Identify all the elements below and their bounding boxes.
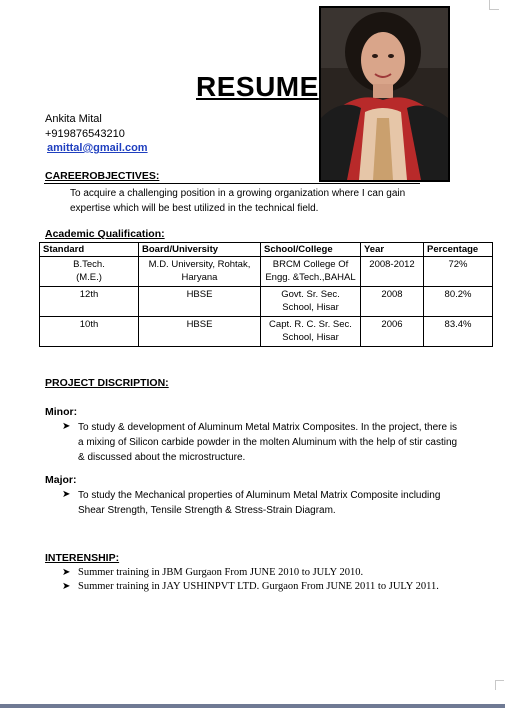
arrow-bullet-icon: ➤ — [62, 489, 71, 500]
table-row — [40, 257, 493, 287]
academic-heading: Academic Qualification: — [45, 228, 165, 240]
page-corner-mark — [489, 0, 499, 10]
table-body — [40, 257, 493, 347]
major-description — [78, 488, 440, 518]
arrow-bullet-icon: ➤ — [62, 581, 71, 592]
major-label: Major: — [45, 474, 77, 486]
list-item — [62, 566, 439, 580]
table-cell: BRCM College Of Engg. &Tech.,BAHAL — [261, 257, 361, 287]
table-row — [40, 317, 493, 347]
table-header-row — [40, 243, 493, 257]
internship-item-text: Summer training in JAY USHINPVT LTD. Gurgaon From JUNE 2011 to JULY 2011. — [78, 581, 439, 592]
internship-list — [62, 566, 439, 594]
table-cell: 12th — [40, 287, 139, 317]
column-header: School/College — [261, 243, 361, 257]
arrow-bullet-icon: ➤ — [62, 421, 71, 432]
table-cell: HBSE — [139, 287, 261, 317]
major-line: To study the Mechanical properties of Aluminum Metal Matrix Composite including — [78, 490, 441, 501]
objective-text — [70, 186, 405, 216]
minor-line: & discussed about the microstructure. — [78, 452, 246, 463]
minor-description — [78, 420, 457, 465]
contact-block — [45, 112, 148, 156]
phone-number: +919876543210 — [45, 127, 125, 140]
minor-line: To study & development of Aluminum Metal Matrix Composites. In the project, there is — [78, 422, 458, 433]
table-cell: HBSE — [139, 317, 261, 347]
list-item — [62, 580, 439, 594]
table-cell: 2008-2012 — [361, 257, 424, 287]
table-cell: M.D. University, Rohtak, Haryana — [139, 257, 261, 287]
column-header: Year — [361, 243, 424, 257]
qualification-table — [39, 242, 493, 347]
minor-line: a mixing of Silicon carbide powder in the molten Aluminum with the help of stir casting — [78, 437, 458, 448]
column-header: Board/University — [139, 243, 261, 257]
page-corner-mark — [495, 680, 504, 690]
table-cell: 10th — [40, 317, 139, 347]
table-cell: 2006 — [361, 317, 424, 347]
arrow-bullet-icon: ➤ — [62, 567, 71, 578]
email-link[interactable]: amittal@gmail.com — [47, 142, 148, 154]
candidate-name: Ankita Mital — [45, 113, 102, 125]
table-cell: 83.4% — [424, 317, 493, 347]
column-header: Standard — [40, 243, 139, 257]
profile-photo — [319, 6, 450, 182]
project-heading: PROJECT DISCRIPTION: — [45, 377, 169, 389]
table-cell: 80.2% — [424, 287, 493, 317]
internship-item-text: Summer training in JBM Gurgaon From JUNE 2010 to JULY 2010. — [78, 567, 364, 578]
column-header: Percentage — [424, 243, 493, 257]
table-row — [40, 287, 493, 317]
table-cell: B.Tech. (M.E.) — [40, 257, 139, 287]
objective-line: To acquire a challenging position in a growing organization where I can gain — [70, 188, 406, 199]
table-cell: Govt. Sr. Sec. School, Hisar — [261, 287, 361, 317]
major-line: Shear Strength, Tensile Strength & Stress-Strain Diagram. — [78, 505, 336, 516]
table-cell: Capt. R. C. Sr. Sec. School, Hisar — [261, 317, 361, 347]
objective-heading: CAREEROBJECTIVES: — [45, 170, 160, 182]
internship-heading: INTERENSHIP: — [45, 552, 120, 564]
page-bottom-border — [0, 704, 505, 708]
table-cell: 2008 — [361, 287, 424, 317]
minor-label: Minor: — [45, 406, 78, 418]
table-cell: 72% — [424, 257, 493, 287]
divider — [44, 183, 420, 184]
objective-line: expertise which will be best utilized in the technical field. — [70, 203, 319, 214]
page-title: RESUME — [196, 71, 319, 102]
